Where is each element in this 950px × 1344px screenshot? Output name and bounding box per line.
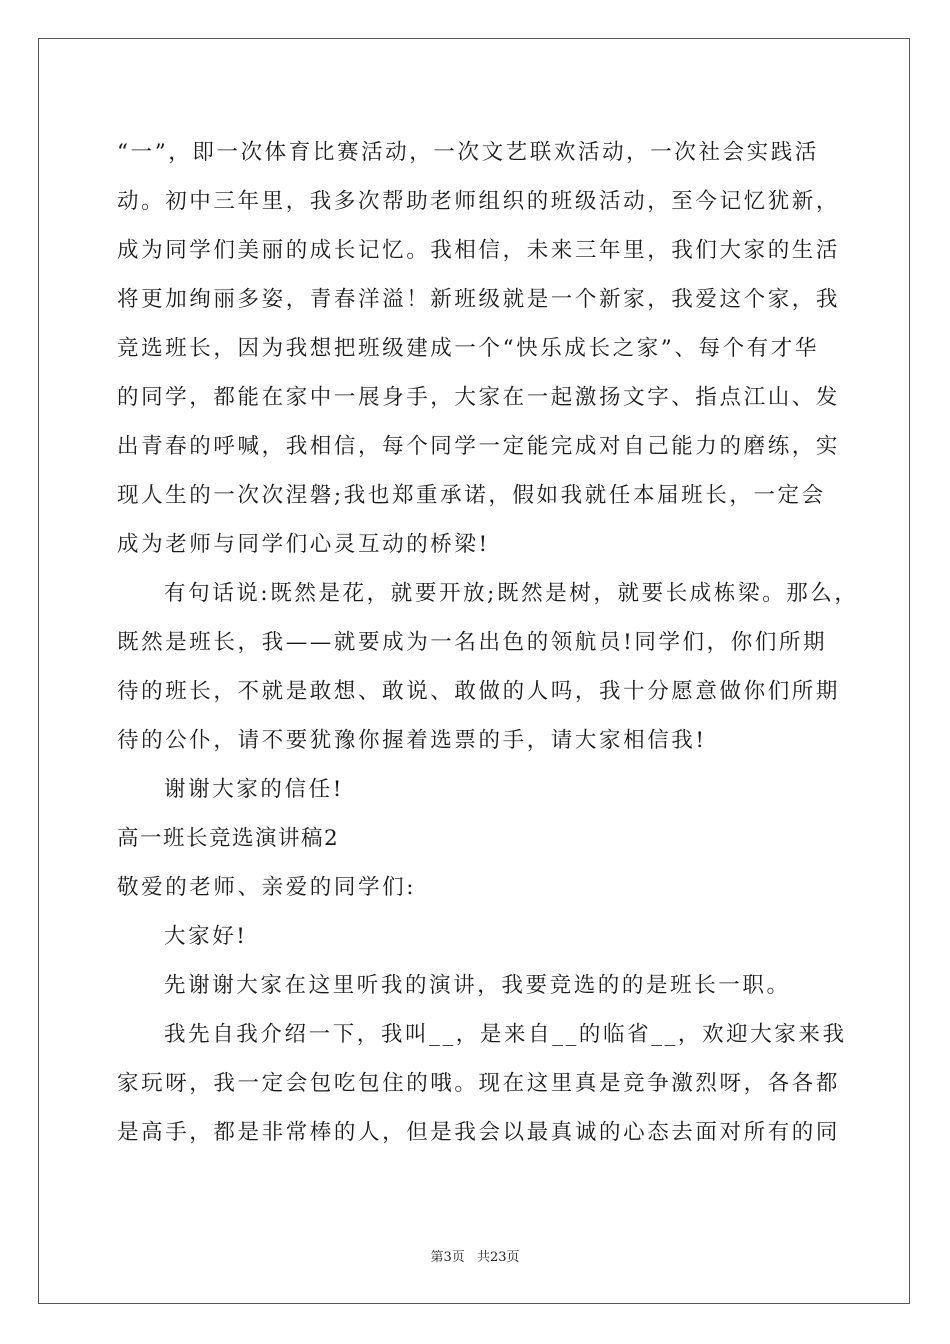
paragraph-first-line: 有句话说:既然是花，就要开放;既然是树，就要长成栋梁。那么， bbox=[164, 581, 859, 606]
text-line: 动。初中三年里，我多次帮助老师组织的班级活动，至今记忆犹新， bbox=[117, 189, 841, 214]
text-line: 现人生的一次次涅磐;我也郑重承诺，假如我就任本届班长，一定会 bbox=[117, 483, 826, 508]
text-line: 的同学，都能在家中一展身手，大家在一起激扬文字、指点江山、发 bbox=[117, 385, 841, 410]
text-line: 家玩呀，我一定会包吃包住的哦。现在这里真是竞争激烈呀，各各都 bbox=[117, 1071, 841, 1096]
text-line: 出青春的呼喊，我相信，每个同学一定能完成对自己能力的磨练，实 bbox=[117, 434, 841, 459]
page-footer bbox=[0, 1246, 950, 1265]
greeting: 大家好! bbox=[164, 924, 248, 949]
page-number: 第3页 bbox=[430, 1250, 465, 1265]
document-body bbox=[117, 128, 859, 1157]
text-line: 待的公仆，请不要犹豫你握着选票的手，请大家相信我! bbox=[117, 728, 707, 753]
paragraph-first-line: 先谢谢大家在这里听我的演讲，我要竞选的的是班长一职。 bbox=[164, 973, 791, 998]
text-line: “一”，即一次体育比赛活动，一次文艺联欢活动，一次社会实践活 bbox=[117, 140, 819, 165]
text-line: 成为同学们美丽的成长记忆。我相信，未来三年里，我们大家的生活 bbox=[117, 238, 841, 263]
paragraph-first-line: 我先自我介绍一下，我叫__，是来自__的临省__，欢迎大家来我 bbox=[164, 1022, 847, 1047]
total-pages: 共23页 bbox=[476, 1250, 520, 1265]
paragraph-first-line: 谢谢大家的信任! bbox=[164, 777, 344, 802]
section-heading: 高一班长竞选演讲稿2 bbox=[117, 826, 340, 851]
text-line: 待的班长，不就是敢想、敢说、敢做的人吗，我十分愿意做你们所期 bbox=[117, 679, 841, 704]
text-line: 竞选班长，因为我想把班级建成一个“快乐成长之家”、每个有才华 bbox=[117, 336, 819, 361]
text-line: 是高手，都是非常棒的人，但是我会以最真诚的心态去面对所有的同 bbox=[117, 1120, 841, 1145]
text-line: 既然是班长，我——就要成为一名出色的领航员!同学们，你们所期 bbox=[117, 630, 828, 655]
text-line: 将更加绚丽多姿，青春洋溢！新班级就是一个新家，我爱这个家，我 bbox=[117, 287, 841, 312]
text-line: 成为老师与同学们心灵互动的桥梁! bbox=[117, 532, 490, 557]
salutation: 敬爱的老师、亲爱的同学们: bbox=[117, 875, 417, 900]
